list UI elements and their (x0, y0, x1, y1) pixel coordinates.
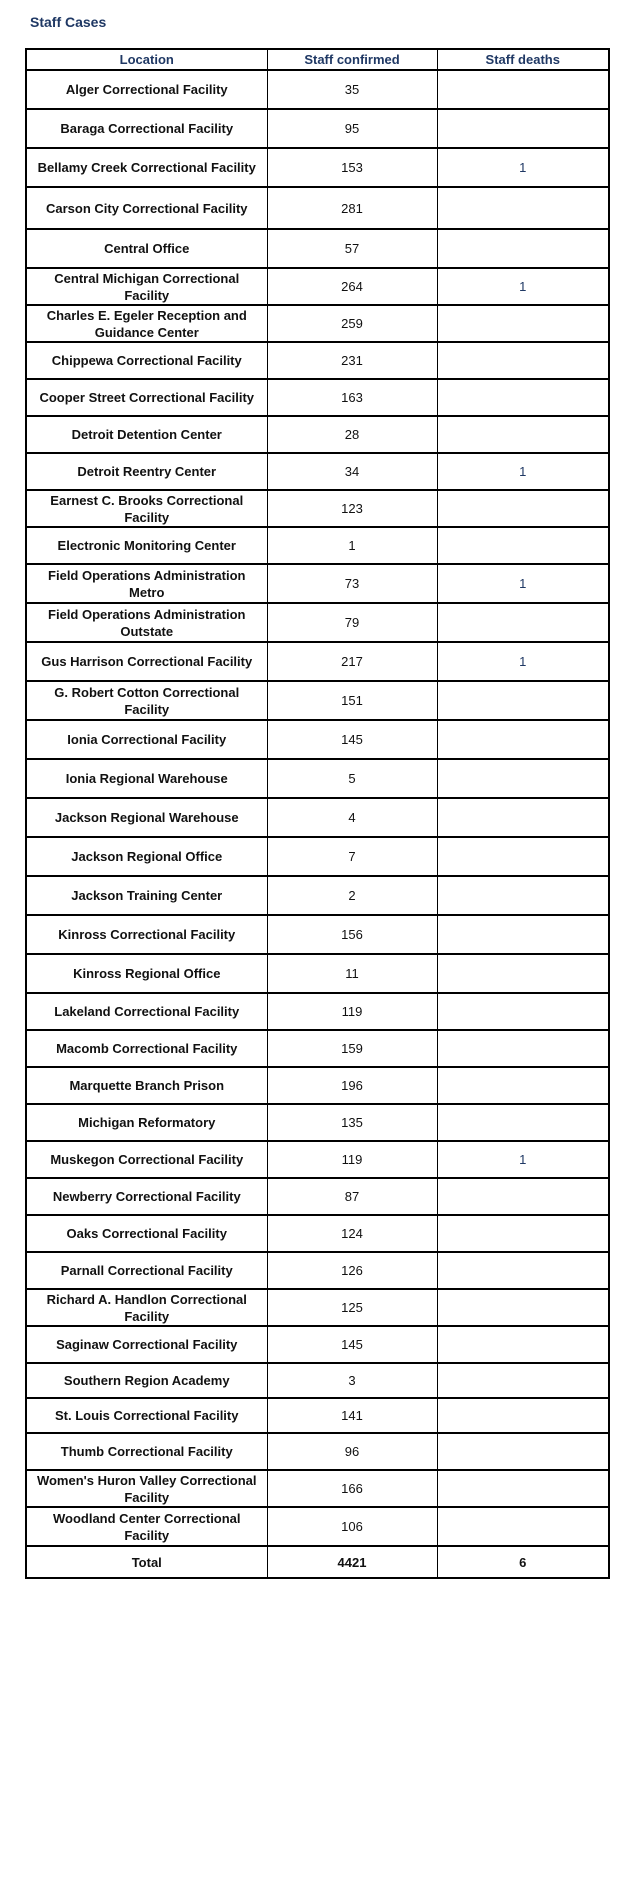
staff-deaths-cell (437, 1326, 609, 1363)
table-row (26, 720, 609, 759)
table-row (26, 1326, 609, 1363)
header-staff-deaths: Staff deaths (437, 49, 609, 70)
location-cell: Total (26, 1546, 267, 1578)
table-row (26, 1363, 609, 1398)
location-cell: G. Robert Cotton Correctional Facility (26, 681, 267, 720)
table-row (26, 564, 609, 603)
staff-confirmed-cell: 106 (267, 1507, 437, 1546)
staff-deaths-cell (437, 681, 609, 720)
staff-deaths-cell (437, 416, 609, 453)
table-row (26, 148, 609, 187)
location-cell: Bellamy Creek Correctional Facility (26, 148, 267, 187)
staff-deaths-cell (437, 954, 609, 993)
location-cell: Michigan Reformatory (26, 1104, 267, 1141)
staff-deaths-cell: 1 (437, 642, 609, 681)
table-row (26, 759, 609, 798)
staff-confirmed-cell: 34 (267, 453, 437, 490)
table-body (26, 70, 609, 1578)
staff-deaths-cell (437, 342, 609, 379)
location-cell: Saginaw Correctional Facility (26, 1326, 267, 1363)
location-cell: Central Office (26, 229, 267, 268)
staff-confirmed-cell: 96 (267, 1433, 437, 1470)
location-cell: Carson City Correctional Facility (26, 187, 267, 229)
staff-confirmed-cell: 145 (267, 1326, 437, 1363)
staff-deaths-cell (437, 876, 609, 915)
staff-deaths-cell: 1 (437, 453, 609, 490)
staff-deaths-cell (437, 70, 609, 109)
staff-deaths-cell (437, 305, 609, 342)
location-cell: St. Louis Correctional Facility (26, 1398, 267, 1433)
table-row (26, 1067, 609, 1104)
staff-deaths-cell (437, 1067, 609, 1104)
staff-confirmed-cell: 123 (267, 490, 437, 527)
staff-confirmed-cell: 151 (267, 681, 437, 720)
table-row (26, 1104, 609, 1141)
location-cell: Electronic Monitoring Center (26, 527, 267, 564)
location-cell: Jackson Regional Office (26, 837, 267, 876)
staff-confirmed-cell: 217 (267, 642, 437, 681)
staff-deaths-cell (437, 1104, 609, 1141)
staff-confirmed-cell: 126 (267, 1252, 437, 1289)
staff-confirmed-cell: 1 (267, 527, 437, 564)
staff-confirmed-cell: 156 (267, 915, 437, 954)
table-row (26, 1030, 609, 1067)
staff-deaths-cell (437, 527, 609, 564)
location-cell: Jackson Training Center (26, 876, 267, 915)
location-cell: Newberry Correctional Facility (26, 1178, 267, 1215)
staff-confirmed-cell: 145 (267, 720, 437, 759)
staff-confirmed-cell: 281 (267, 187, 437, 229)
location-cell: Richard A. Handlon Correctional Facility (26, 1289, 267, 1326)
staff-confirmed-cell: 4421 (267, 1546, 437, 1578)
staff-confirmed-cell: 231 (267, 342, 437, 379)
staff-deaths-cell (437, 720, 609, 759)
staff-confirmed-cell: 35 (267, 70, 437, 109)
table-row (26, 1433, 609, 1470)
staff-confirmed-cell: 3 (267, 1363, 437, 1398)
location-cell: Oaks Correctional Facility (26, 1215, 267, 1252)
staff-deaths-cell (437, 1433, 609, 1470)
table-row (26, 453, 609, 490)
staff-cases-table (25, 48, 610, 1579)
staff-deaths-cell (437, 490, 609, 527)
table-row (26, 305, 609, 342)
staff-confirmed-cell: 57 (267, 229, 437, 268)
table-row (26, 187, 609, 229)
staff-deaths-cell (437, 1363, 609, 1398)
staff-deaths-cell (437, 837, 609, 876)
table-row (26, 1141, 609, 1178)
staff-deaths-cell (437, 1178, 609, 1215)
table-header-row (26, 49, 609, 70)
staff-confirmed-cell: 11 (267, 954, 437, 993)
table-row (26, 954, 609, 993)
location-cell: Macomb Correctional Facility (26, 1030, 267, 1067)
staff-confirmed-cell: 5 (267, 759, 437, 798)
staff-deaths-cell (437, 109, 609, 148)
header-staff-confirmed: Staff confirmed (267, 49, 437, 70)
staff-confirmed-cell: 28 (267, 416, 437, 453)
location-cell: Woodland Center Correctional Facility (26, 1507, 267, 1546)
location-cell: Jackson Regional Warehouse (26, 798, 267, 837)
staff-confirmed-cell: 153 (267, 148, 437, 187)
table-row (26, 1507, 609, 1546)
location-cell: Marquette Branch Prison (26, 1067, 267, 1104)
table-row (26, 603, 609, 642)
staff-deaths-cell (437, 1289, 609, 1326)
staff-deaths-cell (437, 1507, 609, 1546)
staff-confirmed-cell: 87 (267, 1178, 437, 1215)
location-cell: Southern Region Academy (26, 1363, 267, 1398)
header-location: Location (26, 49, 267, 70)
staff-confirmed-cell: 163 (267, 379, 437, 416)
table-row (26, 1398, 609, 1433)
staff-confirmed-cell: 4 (267, 798, 437, 837)
staff-confirmed-cell: 124 (267, 1215, 437, 1252)
location-cell: Gus Harrison Correctional Facility (26, 642, 267, 681)
staff-confirmed-cell: 73 (267, 564, 437, 603)
location-cell: Kinross Correctional Facility (26, 915, 267, 954)
staff-deaths-cell (437, 603, 609, 642)
staff-confirmed-cell: 7 (267, 837, 437, 876)
location-cell: Women's Huron Valley Correctional Facility (26, 1470, 267, 1507)
location-cell: Muskegon Correctional Facility (26, 1141, 267, 1178)
staff-confirmed-cell: 2 (267, 876, 437, 915)
location-cell: Field Operations Administration Outstate (26, 603, 267, 642)
staff-deaths-cell (437, 1030, 609, 1067)
table-row (26, 798, 609, 837)
staff-deaths-cell (437, 915, 609, 954)
location-cell: Baraga Correctional Facility (26, 109, 267, 148)
table-row (26, 1178, 609, 1215)
staff-deaths-cell (437, 759, 609, 798)
location-cell: Ionia Regional Warehouse (26, 759, 267, 798)
location-cell: Thumb Correctional Facility (26, 1433, 267, 1470)
location-cell: Detroit Reentry Center (26, 453, 267, 490)
staff-deaths-cell (437, 229, 609, 268)
location-cell: Kinross Regional Office (26, 954, 267, 993)
staff-confirmed-cell: 196 (267, 1067, 437, 1104)
location-cell: Lakeland Correctional Facility (26, 993, 267, 1030)
staff-deaths-cell (437, 1470, 609, 1507)
table-row (26, 1470, 609, 1507)
location-cell: Cooper Street Correctional Facility (26, 379, 267, 416)
location-cell: Earnest C. Brooks Correctional Facility (26, 490, 267, 527)
staff-deaths-cell: 1 (437, 148, 609, 187)
location-cell: Central Michigan Correctional Facility (26, 268, 267, 305)
table-row (26, 837, 609, 876)
staff-deaths-cell: 1 (437, 268, 609, 305)
location-cell: Parnall Correctional Facility (26, 1252, 267, 1289)
staff-confirmed-cell: 135 (267, 1104, 437, 1141)
table-row (26, 993, 609, 1030)
staff-deaths-cell (437, 187, 609, 229)
table-row (26, 109, 609, 148)
location-cell: Chippewa Correctional Facility (26, 342, 267, 379)
staff-confirmed-cell: 166 (267, 1470, 437, 1507)
staff-confirmed-cell: 79 (267, 603, 437, 642)
staff-deaths-cell (437, 1252, 609, 1289)
table-row (26, 527, 609, 564)
staff-confirmed-cell: 125 (267, 1289, 437, 1326)
staff-deaths-cell (437, 1398, 609, 1433)
staff-deaths-cell: 6 (437, 1546, 609, 1578)
table-row (26, 490, 609, 527)
table-row (26, 379, 609, 416)
staff-deaths-cell (437, 379, 609, 416)
table-row (26, 342, 609, 379)
table-row (26, 1215, 609, 1252)
table-row (26, 229, 609, 268)
page-title: Staff Cases (30, 14, 107, 30)
location-cell: Ionia Correctional Facility (26, 720, 267, 759)
table-row (26, 681, 609, 720)
table-row (26, 876, 609, 915)
location-cell: Field Operations Administration Metro (26, 564, 267, 603)
staff-deaths-cell: 1 (437, 1141, 609, 1178)
staff-confirmed-cell: 259 (267, 305, 437, 342)
staff-confirmed-cell: 119 (267, 993, 437, 1030)
table-row (26, 642, 609, 681)
staff-confirmed-cell: 95 (267, 109, 437, 148)
staff-confirmed-cell: 141 (267, 1398, 437, 1433)
location-cell: Detroit Detention Center (26, 416, 267, 453)
staff-confirmed-cell: 159 (267, 1030, 437, 1067)
location-cell: Alger Correctional Facility (26, 70, 267, 109)
staff-deaths-cell: 1 (437, 564, 609, 603)
staff-deaths-cell (437, 1215, 609, 1252)
staff-deaths-cell (437, 993, 609, 1030)
table-row (26, 1252, 609, 1289)
total-row (26, 1546, 609, 1578)
table-row (26, 915, 609, 954)
staff-deaths-cell (437, 798, 609, 837)
table-row (26, 416, 609, 453)
staff-confirmed-cell: 264 (267, 268, 437, 305)
table-row (26, 70, 609, 109)
location-cell: Charles E. Egeler Reception and Guidance Center (26, 305, 267, 342)
table-row (26, 1289, 609, 1326)
table-row (26, 268, 609, 305)
staff-confirmed-cell: 119 (267, 1141, 437, 1178)
